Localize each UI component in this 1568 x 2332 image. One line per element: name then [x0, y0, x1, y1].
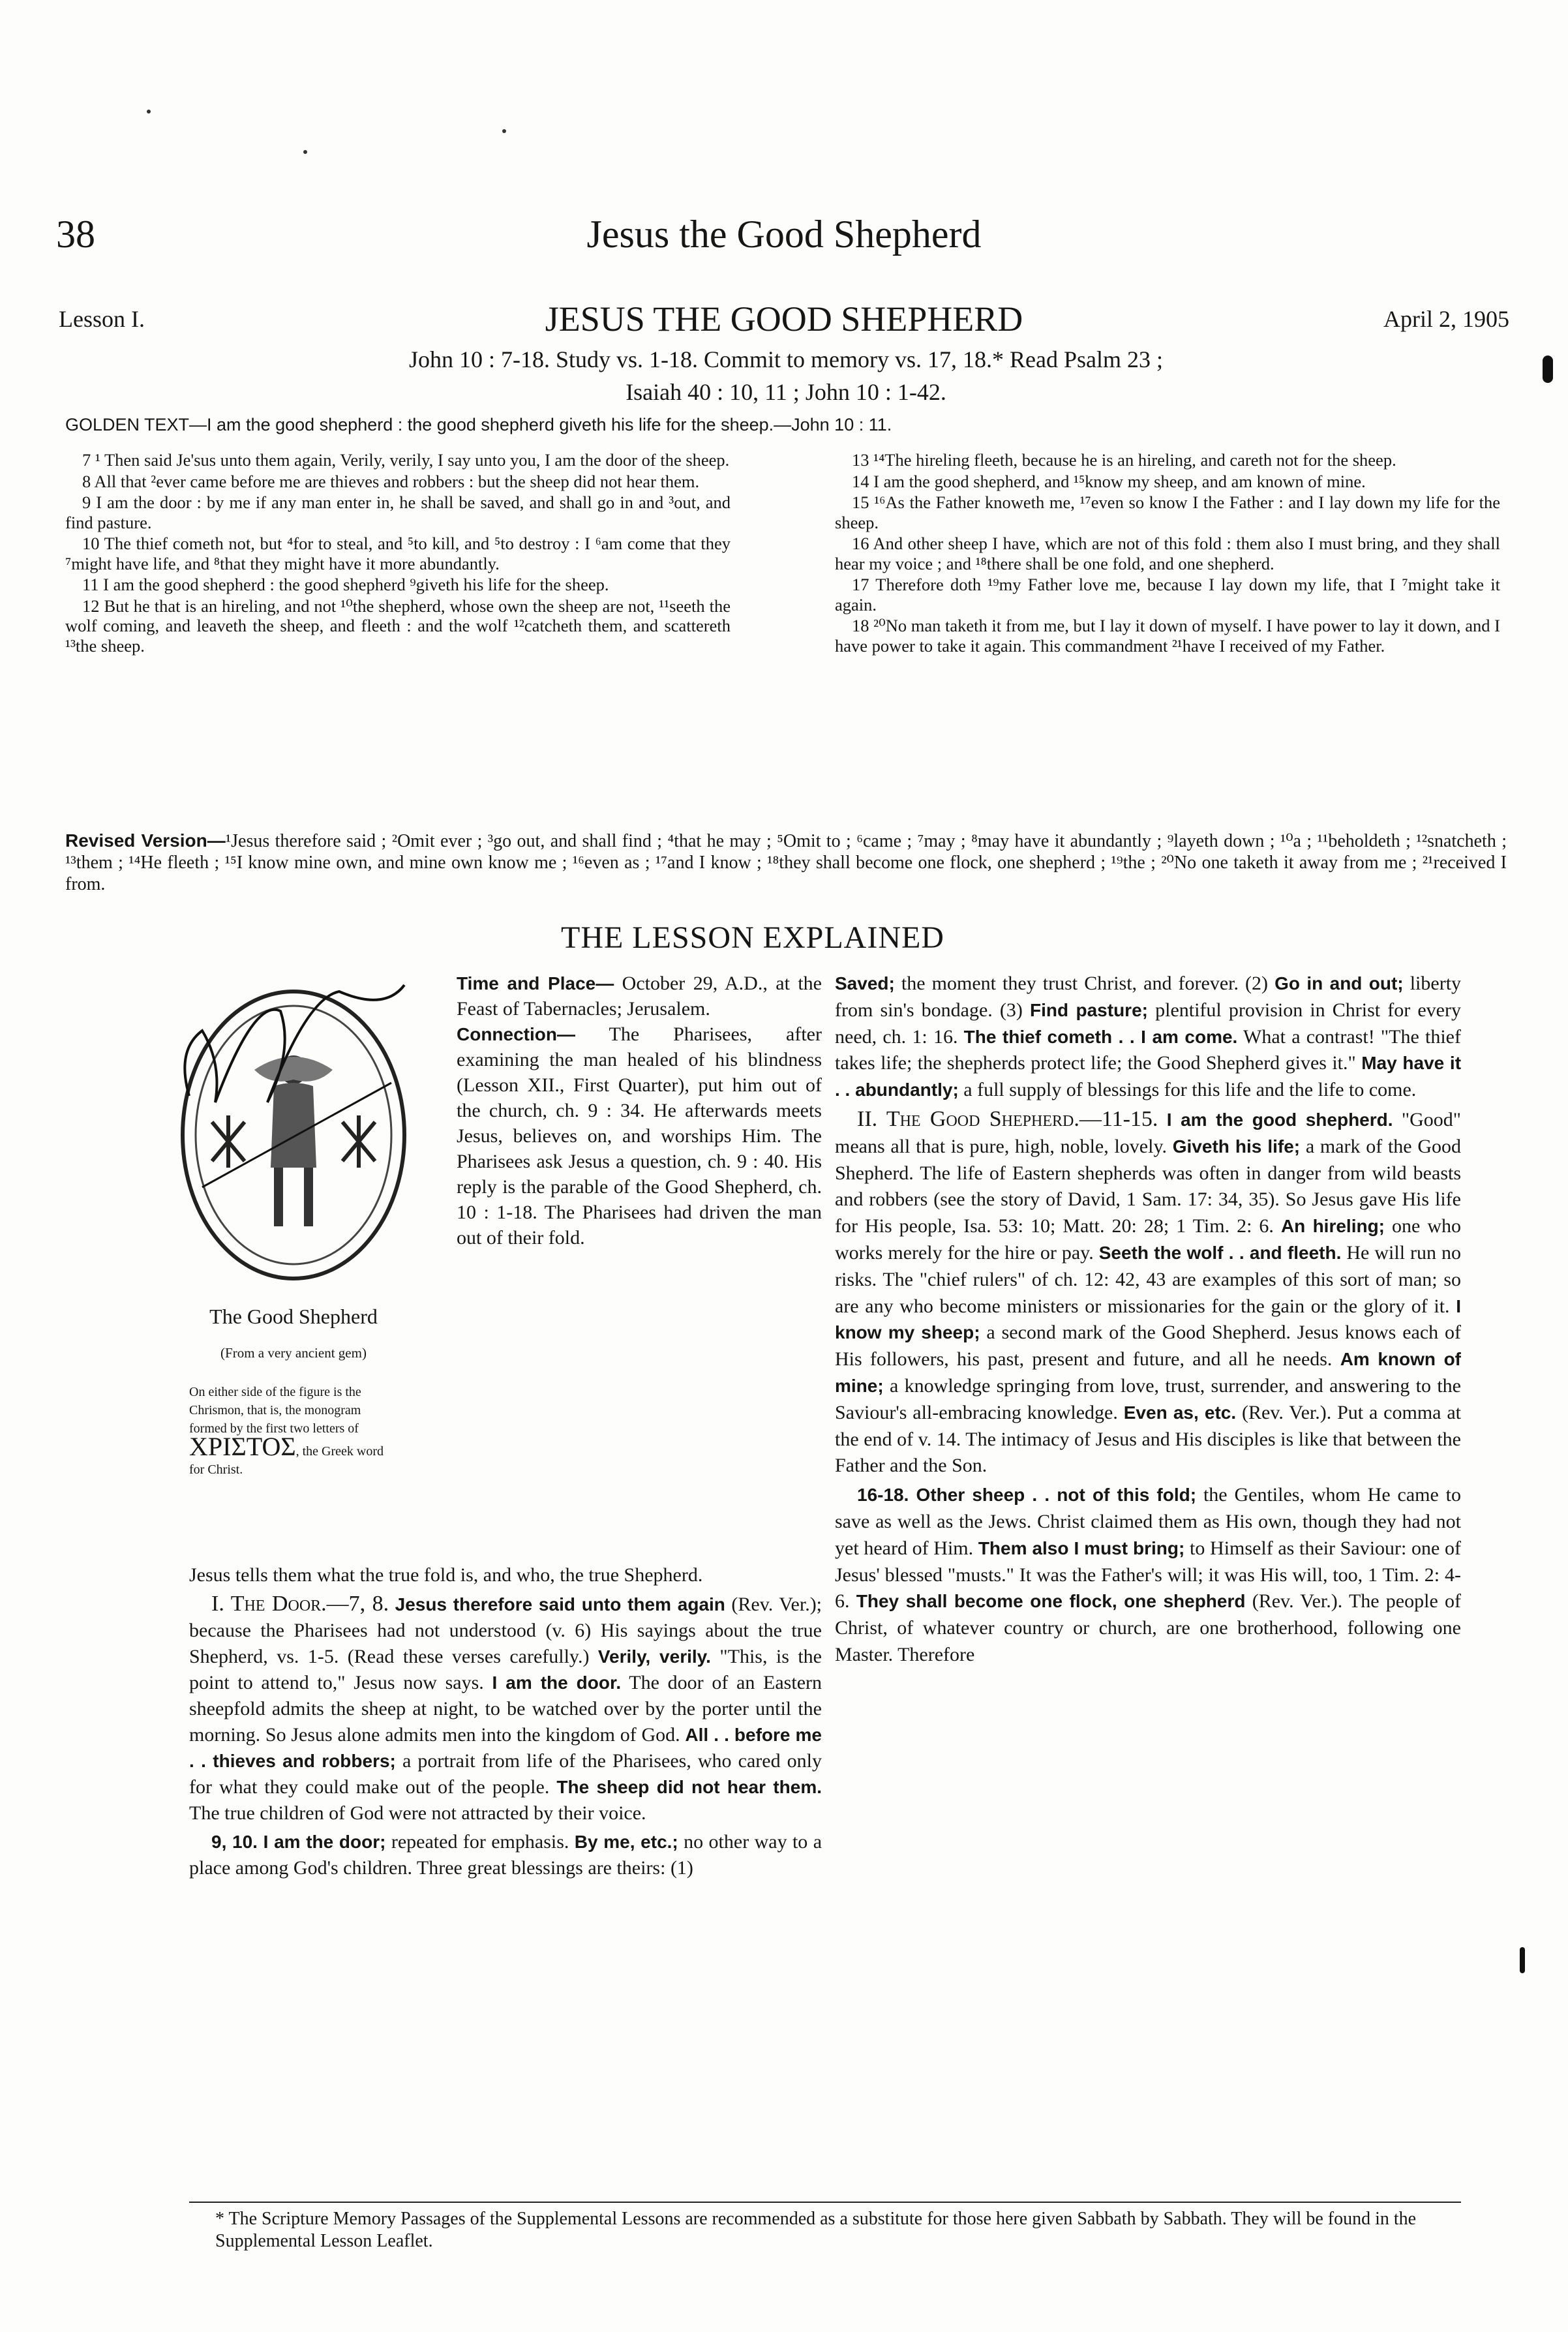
- commentary-right-column: [835, 971, 1461, 1671]
- text: The true children of God were not attracted by their voice.: [189, 1802, 646, 1824]
- bold-phrase: Saved;: [835, 973, 895, 993]
- bold-phrase: The thief cometh . . I am come.: [963, 1026, 1238, 1047]
- bold-phrase: Am known of mine;: [835, 1349, 1461, 1396]
- golden-text: GOLDEN TEXT—I am the good shepherd : the good shepherd giveth his life for the sheep.—John 10 : 11.: [65, 415, 892, 434]
- page-number: 38: [56, 213, 95, 256]
- lesson-date: April 2, 1905: [1383, 306, 1509, 332]
- verse-17: 17 Therefore doth ¹⁹my Father love me, because I lay down my life, that I ⁷might take it again.: [835, 575, 1500, 614]
- margin-mark: [1520, 1947, 1525, 1973]
- commentary-left-column: [189, 1562, 822, 1884]
- verse-14: 14 I am the good shepherd, and ¹⁵know my sheep, and am known of mine.: [852, 471, 1366, 491]
- verses-left-column: [65, 450, 731, 657]
- bold-phrase: 9, 10. I am the door;: [211, 1832, 386, 1852]
- text: a full supply of blessings for this life and the life to come.: [963, 1079, 1417, 1101]
- verse-16: 16 And other sheep I have, which are not of this fold : them also I must bring, and they shall hear my voice ; and ¹⁸there shall be one fold, and one shepherd.: [835, 534, 1500, 573]
- text: the Gentiles, whom He came to save as well as the Jews. Christ claimed them as His own, though they had not yet heard of Him.: [835, 1484, 1461, 1559]
- revised-version: [65, 830, 1507, 895]
- bold-phrase: They shall become one flock, one shepherd: [856, 1591, 1246, 1612]
- speck: [147, 110, 151, 114]
- verse-10: 10 The thief cometh not, but ⁴for to steal, and ⁵to kill, and ⁵to destroy : I ⁶am come that they ⁷might have life, and ⁸that they might have it more abundantly.: [65, 534, 731, 573]
- gem-note-end: , the Greek word for Christ.: [189, 1444, 384, 1477]
- lesson-title: JESUS THE GOOD SHEPHERD: [545, 299, 1023, 339]
- time-and-place: [457, 971, 822, 1022]
- paragraph-the-door: [189, 1591, 822, 1826]
- text: liberty from sin's bondage. (3): [835, 973, 1462, 1021]
- connection-label: Connection—: [457, 1024, 575, 1044]
- gem-note-text: On either side of the figure is the Chrismon, that is, the monogram formed by the first two letters of: [189, 1385, 361, 1436]
- speck: [303, 150, 307, 154]
- verse-7: 7 ¹ Then said Je'sus unto them again, Verily, verily, I say unto you, I am the door of the sheep.: [82, 450, 730, 470]
- gem-caption: The Good Shepherd: [209, 1305, 378, 1328]
- text: a portrait from life of the Pharisees, who cared only for what they could make out of the people.: [189, 1750, 822, 1798]
- time-and-connection: [457, 971, 822, 1250]
- footnote: * The Scripture Memory Passages of the Supplemental Lessons are recommended as a substitute for those here given Sabbath by Sabbath. They will be found in the Supplemental Lesson Leaflet.: [215, 2209, 1417, 2251]
- text: a mark of the Good Shepherd. The life of Eastern shepherds was often in danger from wild beasts and robbers (see the story of David, 1 Sam. 17: 34, 35). So Jesus gave His life for His people, Isa. 53: 10; Matt. 20: 28; 1 Tim. 2: 6.: [835, 1135, 1462, 1237]
- good-shepherd-gem-image: [176, 972, 411, 1285]
- bold-phrase: I am the good shepherd.: [1166, 1109, 1393, 1130]
- text: the moment they trust Christ, and forever. (2): [901, 973, 1269, 994]
- paragraph-blessings: [835, 971, 1461, 1104]
- bold-phrase: I am the door.: [492, 1673, 622, 1693]
- subheading: II. The Good Shepherd.—11-15.: [857, 1106, 1158, 1131]
- text: a knowledge springing from love, trust, surrender, and answering to the Saviour's all-embracing knowledge.: [835, 1374, 1461, 1423]
- bold-phrase: Seeth the wolf . . and fleeth.: [1098, 1242, 1342, 1263]
- text: no other way to a place among God's children. Three great blessings are theirs: (1): [189, 1831, 822, 1879]
- verse-18: 18 ²⁰No man taketh it from me, but I lay it down of myself. I have power to lay it down, and I have power to take it again. This commandment ²¹have I received of my Father.: [835, 616, 1500, 656]
- gem-subcaption: (From a very ancient gem): [220, 1345, 367, 1361]
- paragraph-9-10: [189, 1829, 822, 1881]
- lesson-number: Lesson I.: [59, 306, 145, 332]
- text: to Himself as their Saviour: one of Jesus' blessed "musts." It was the Father's will; it was His will, too, 1 Tim. 2: 4-6.: [835, 1537, 1462, 1613]
- text: He will run no risks. The "chief rulers" of ch. 12: 42, 43 are examples of this sort of man; so are any who become ministers or missionaries for the gain or the glory of it.: [835, 1241, 1462, 1317]
- connection: [457, 1022, 822, 1250]
- subheading: I. The Door.—7, 8.: [211, 1592, 389, 1616]
- bold-phrase: All . . before me . . thieves and robbers;: [189, 1725, 822, 1771]
- verse-11: 11 I am the good shepherd : the good shepherd ⁹giveth his life for the sheep.: [82, 575, 609, 594]
- page-title: Jesus the Good Shepherd: [586, 213, 982, 256]
- bold-phrase: The sheep did not hear them.: [556, 1777, 822, 1797]
- bold-phrase: Giveth his life;: [1172, 1136, 1301, 1157]
- text: one who works merely for the hire or pay.: [835, 1215, 1462, 1264]
- verse-9: 9 I am the door : by me if any man enter in, he shall be saved, and shall go in and ³out, and find pasture.: [65, 492, 731, 532]
- bold-phrase: Even as, etc.: [1123, 1402, 1237, 1423]
- revised-version-label: Revised Version—: [65, 830, 226, 851]
- bold-phrase: Verily, verily.: [597, 1646, 711, 1667]
- greek-word: ΧΡΙΣΤΟΣ: [189, 1432, 296, 1461]
- text: a second mark of the Good Shepherd. Jesus knows each of His followers, his past, present and future, and all he needs.: [835, 1322, 1461, 1370]
- section-heading: THE LESSON EXPLAINED: [561, 920, 944, 955]
- bold-phrase: Jesus therefore said unto them again: [395, 1594, 725, 1614]
- text: What a contrast! "The thief takes life; the shepherds protect life; the Good Shepherd gives it.": [835, 1025, 1461, 1074]
- margin-mark: [1543, 356, 1553, 383]
- bold-phrase: Go in and out;: [1274, 973, 1404, 993]
- text: (Rev. Ver.). Put a comma at the end of v. 14. The intimacy of Jesus and His disciples is like that between the Father and the Son.: [835, 1401, 1461, 1477]
- verse-12: 12 But he that is an hireling, and not ¹⁰the shepherd, whose own the sheep are not, ¹¹seeth the wolf coming, and leaveth the sheep, and fleeth : and the wolf ¹²catcheth them, and scattereth ¹³the sheep.: [65, 596, 731, 656]
- speck: [502, 129, 506, 133]
- text: "This, is the point to attend to," Jesus now says.: [189, 1646, 822, 1693]
- paragraph-good-shepherd: [835, 1106, 1461, 1479]
- scripture-refs: John 10 : 7-18. Study vs. 1-18. Commit to memory vs. 17, 18.* Read Psalm 23 ;: [408, 346, 1163, 372]
- text: repeated for emphasis.: [391, 1831, 569, 1853]
- paragraph-16-18: [835, 1482, 1461, 1669]
- scripture-refs-2: Isaiah 40 : 10, 11 ; John 10 : 1-42.: [626, 379, 946, 405]
- bold-phrase: An hireling;: [1280, 1216, 1385, 1237]
- bold-phrase: Them also I must bring;: [978, 1537, 1185, 1558]
- time-text: October 29, A.D., at the Feast of Tabernacles; Jerusalem.: [457, 973, 822, 1020]
- gem-note: [189, 1383, 398, 1479]
- text: The door of an Eastern sheepfold admits the sheep at night, to be watched over by the porter until the morning. So Jesus alone admits men into the kingdom of God.: [189, 1672, 822, 1746]
- text: (Rev. Ver.); because the Pharisees had not understood (v. 6) His sayings about the true Shepherd, vs. 1-5. (Read these verses carefully.): [189, 1594, 822, 1667]
- bold-phrase: By me, etc.;: [574, 1832, 678, 1852]
- connection-text: The Pharisees, after examining the man healed of his blindness (Lesson XII., First Quarter), put him out of the church, ch. 9 : 34. He afterwards meets Jesus, believes on, and worships Him. The Pharisees ask Jesus a question, ch. 9 : 40. His reply is the parable of the Good Shepherd, ch. 10 : 1-18. The Pharisees had driven the man out of their fold.: [457, 1023, 822, 1249]
- bold-phrase: 16-18. Other sheep . . not of this fold;: [857, 1485, 1197, 1506]
- verse-13: 13 ¹⁴The hireling fleeth, because he is an hireling, and careth not for the sheep.: [852, 450, 1396, 470]
- text: "Good" means all that is pure, high, noble, lovely.: [835, 1108, 1462, 1157]
- bold-phrase: I know my sheep;: [835, 1295, 1462, 1343]
- revised-version-text: ¹Jesus therefore said ; ²Omit ever ; ³go out, and shall find ; ⁴that he may ; ⁵Omit to ; ⁶came ; ⁷may ; ⁸may have it abundantly ; ⁹layeth down ; ¹⁰a ; ¹¹beholdeth ; ¹²snatcheth ; ¹³them ; ¹⁴He fleeth ; ¹⁵I know mine own, and mine own know me ; ¹⁶even as ; ¹⁷and I know ; ¹⁸they shall become one flock, one shepherd ; ¹⁹the ; ²⁰No one taketh it away from me ; ²¹received I from.: [65, 831, 1507, 894]
- text: (Rev. Ver.). The people of Christ, of whatever country or church, are one brotherhood, following one Master. Therefore: [835, 1590, 1461, 1665]
- text: plentiful provision in Christ for every need, ch. 1: 16.: [835, 999, 1461, 1048]
- verse-8: 8 All that ²ever came before me are thieves and robbers : but the sheep did not hear them.: [82, 471, 700, 491]
- verses-right-column: [835, 450, 1500, 657]
- footnote-divider: [189, 2202, 1461, 2203]
- bold-phrase: Find pasture;: [1030, 999, 1148, 1020]
- verse-15: 15 ¹⁶As the Father knoweth me, ¹⁷even so know I the Father : and I lay down my life for the sheep.: [835, 492, 1500, 532]
- paragraph: Jesus tells them what the true fold is, and who, the true Shepherd.: [189, 1564, 703, 1586]
- bold-phrase: May have it . . abundantly;: [835, 1053, 1462, 1100]
- time-label: Time and Place—: [457, 973, 614, 993]
